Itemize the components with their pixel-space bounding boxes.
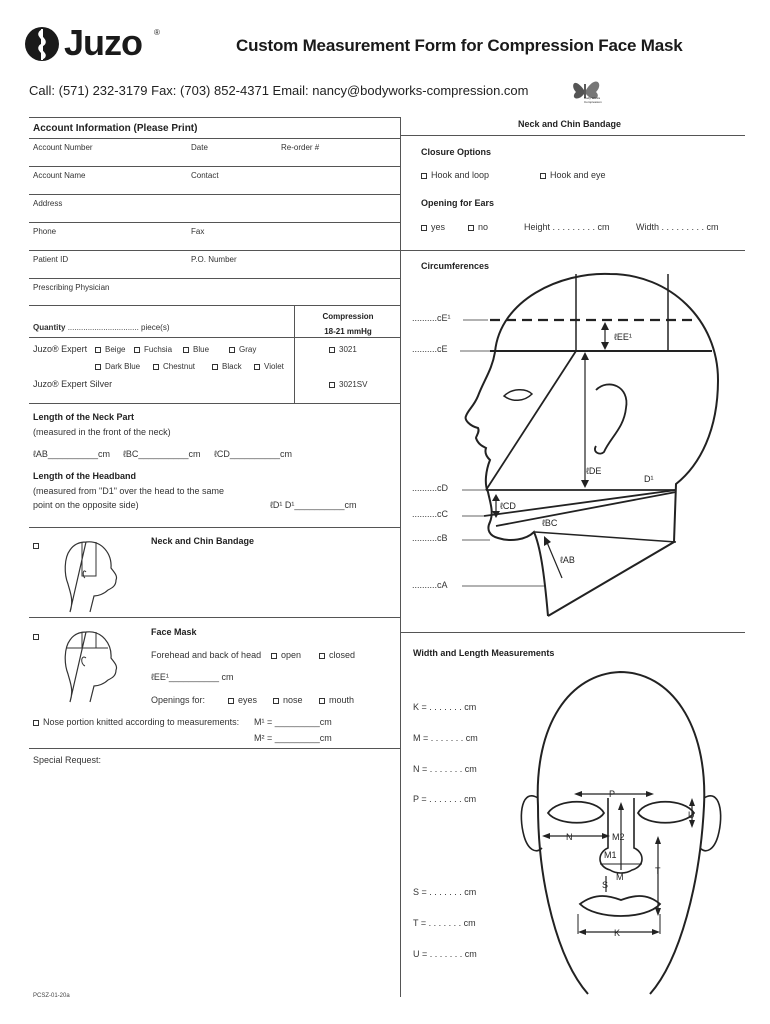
checkbox-forehead-open[interactable] (271, 653, 277, 659)
expert-color-chestnut[interactable]: Chestnut (153, 362, 195, 371)
checkbox-3021sv[interactable] (329, 382, 335, 388)
ear-height-field[interactable]: Height . . . . . . . . . cm (524, 222, 610, 232)
neck-bc-field[interactable]: ℓBC__________cm (123, 449, 201, 459)
meas-s-field[interactable]: S = . . . . . . . cm (413, 887, 477, 897)
checkbox-dark-blue[interactable] (95, 364, 101, 370)
quantity-dots: ................................ (67, 323, 139, 332)
label-u: U (688, 810, 695, 820)
profile-head-diagram (400, 260, 745, 620)
juzo-expert-label: Juzo® Expert (33, 344, 88, 354)
physician-label: Prescribing Physician (33, 283, 110, 292)
reorder-label: Re-order # (281, 143, 320, 152)
label-ab: ℓAB (560, 555, 575, 565)
quantity-label: Quantity (33, 323, 66, 332)
headband-line1: (measured from "D1" over the head to the same (33, 486, 224, 496)
expert-color-beige[interactable]: Beige (95, 345, 125, 354)
checkbox-fuchsia[interactable] (134, 347, 140, 353)
po-number-label: P.O. Number (191, 255, 237, 264)
patient-id-label: Patient ID (33, 255, 69, 264)
checkbox-black[interactable] (212, 364, 218, 370)
checkbox-mouth[interactable] (319, 698, 325, 704)
circ-cd-field[interactable]: ..........cD (412, 483, 449, 493)
label-m1: M1 (604, 850, 617, 860)
ear-width-field[interactable]: Width . . . . . . . . . cm (636, 222, 719, 232)
neck-length-title: Length of the Neck Part (33, 412, 135, 422)
neck-bandage-head-icon (56, 532, 126, 614)
checkbox-3021[interactable] (329, 347, 335, 353)
checkbox-neck-chin-bandage[interactable] (33, 543, 39, 549)
checkbox-chestnut[interactable] (153, 364, 159, 370)
expert-color-black[interactable]: Black (212, 362, 242, 371)
butterfly-logo (570, 72, 610, 106)
ears-no-option[interactable]: no (468, 222, 488, 232)
meas-m-field[interactable]: M = . . . . . . . cm (413, 733, 478, 743)
expert-color-violet[interactable]: Violet (254, 362, 284, 371)
checkbox-ears-yes[interactable] (421, 225, 427, 231)
expert-color-blue[interactable]: Blue (183, 345, 209, 354)
checkbox-violet[interactable] (254, 364, 260, 370)
forehead-open-option[interactable]: open (271, 650, 301, 660)
fax-label: Fax (191, 227, 205, 236)
form-code: PCSZ-01-20a (33, 993, 70, 999)
expert-color-fuchsia[interactable]: Fuchsia (134, 345, 172, 354)
pieces-label: piece(s) (141, 323, 170, 332)
circ-ce-field[interactable]: ..........cE (412, 344, 448, 354)
circ-ca-field[interactable]: ..........cA (412, 580, 448, 590)
date-label: Date (191, 143, 208, 152)
label-m: M (616, 872, 624, 882)
compression-range: 18-21 mmHg (324, 327, 372, 336)
butterfly-tagline: Body Works Compression (584, 96, 602, 104)
headband-line2: point on the opposite side) (33, 500, 139, 510)
label-ee1: ℓEE¹ (614, 332, 632, 342)
checkbox-ears-no[interactable] (468, 225, 474, 231)
quantity-field[interactable] (33, 323, 170, 332)
option-neck-chin-title: Neck and Chin Bandage (151, 536, 255, 546)
phone-label: Phone (33, 227, 57, 236)
label-p: P (609, 789, 616, 799)
circ-ce1-field[interactable]: ..........cE¹ (412, 313, 451, 323)
account-heading: Account Information (Please Print) (33, 123, 198, 134)
checkbox-hook-eye[interactable] (540, 173, 546, 179)
hook-loop-option[interactable]: Hook and loop (421, 170, 489, 180)
face-mask-head-icon (56, 622, 126, 706)
opening-mouth-option[interactable]: mouth (319, 695, 354, 705)
account-name-label: Account Name (33, 171, 86, 180)
checkbox-gray[interactable] (229, 347, 235, 353)
meas-p-field[interactable]: P = . . . . . . . cm (413, 794, 477, 804)
m2-field[interactable]: M² = _________cm (254, 733, 332, 743)
opening-ears-heading: Opening for Ears (421, 198, 495, 208)
account-number-label: Account Number (33, 143, 93, 152)
front-face-diagram (500, 664, 745, 1024)
checkbox-nose[interactable] (273, 698, 279, 704)
expert-color-dark-blue[interactable]: Dark Blue (95, 362, 140, 371)
width-length-heading: Width and Length Measurements (413, 648, 555, 658)
label-m2: M2 (612, 832, 625, 842)
brand-name: Juzo (64, 22, 143, 63)
checkbox-hook-loop[interactable] (421, 173, 427, 179)
contact-line: Call: (571) 232-3179 Fax: (703) 852-4371 Email: nancy@bodyworks-compression.com (29, 83, 529, 98)
checkbox-nose-portion[interactable] (33, 720, 39, 726)
checkbox-beige[interactable] (95, 347, 101, 353)
label-de: ℓDE (586, 466, 602, 476)
label-s: S (602, 880, 609, 890)
nose-portion-option[interactable]: Nose portion knitted according to measurements: (33, 717, 239, 727)
label-t: T (655, 866, 661, 876)
checkbox-face-mask[interactable] (33, 634, 39, 640)
ears-yes-option[interactable]: yes (421, 222, 445, 232)
label-n: N (566, 832, 573, 842)
meas-k-field[interactable]: K = . . . . . . . cm (413, 702, 477, 712)
label-cd: ℓCD (500, 501, 516, 511)
closure-options-heading: Closure Options (421, 147, 492, 157)
checkbox-eyes[interactable] (228, 698, 234, 704)
ee1-field[interactable]: ℓEE¹__________ cm (151, 672, 234, 682)
hook-eye-option[interactable]: Hook and eye (540, 170, 606, 180)
opening-nose-option[interactable]: nose (273, 695, 303, 705)
right-neck-chin-title: Neck and Chin Bandage (518, 119, 622, 129)
headband-title: Length of the Headband (33, 471, 136, 481)
checkbox-forehead-closed[interactable] (319, 653, 325, 659)
address-label: Address (33, 199, 63, 208)
circ-cc-field[interactable]: ..........cC (412, 509, 449, 519)
label-k: K (614, 928, 621, 938)
label-d1: D¹ (644, 474, 654, 484)
forehead-closed-option[interactable]: closed (319, 650, 355, 660)
compression-title: Compression (322, 312, 374, 321)
neck-ab-field[interactable]: ℓAB__________cm (33, 449, 110, 459)
option-face-mask-title: Face Mask (151, 627, 197, 637)
circ-cb-field[interactable]: ..........cB (412, 533, 448, 543)
forehead-label: Forehead and back of head (151, 650, 262, 660)
neck-cd-field[interactable]: ℓCD__________cm (214, 449, 292, 459)
expert-code-3021[interactable]: 3021 (329, 345, 357, 354)
form-title: Custom Measurement Form for Compression Face Mask (236, 36, 683, 55)
checkbox-blue[interactable] (183, 347, 189, 353)
opening-eyes-option[interactable]: eyes (228, 695, 257, 705)
contact-label: Contact (191, 171, 219, 180)
headband-d1-field[interactable]: ℓD¹ D¹__________cm (270, 500, 357, 510)
m1-field[interactable]: M¹ = _________cm (254, 717, 332, 727)
circumferences-heading: Circumferences (421, 261, 490, 271)
label-bc: ℓBC (542, 518, 558, 528)
meas-n-field[interactable]: N = . . . . . . . cm (413, 764, 477, 774)
meas-u-field[interactable]: U = . . . . . . . cm (413, 949, 477, 959)
juzo-expert-silver-label: Juzo® Expert Silver (33, 379, 113, 389)
special-request-label: Special Request: (33, 755, 102, 765)
openings-label: Openings for: (151, 695, 206, 705)
meas-t-field[interactable]: T = . . . . . . . cm (413, 918, 476, 928)
expert-code-3021sv[interactable]: 3021SV (329, 380, 367, 389)
registered-mark: ® (154, 28, 160, 37)
neck-length-subtitle: (measured in the front of the neck) (33, 427, 171, 437)
expert-color-gray[interactable]: Gray (229, 345, 256, 354)
